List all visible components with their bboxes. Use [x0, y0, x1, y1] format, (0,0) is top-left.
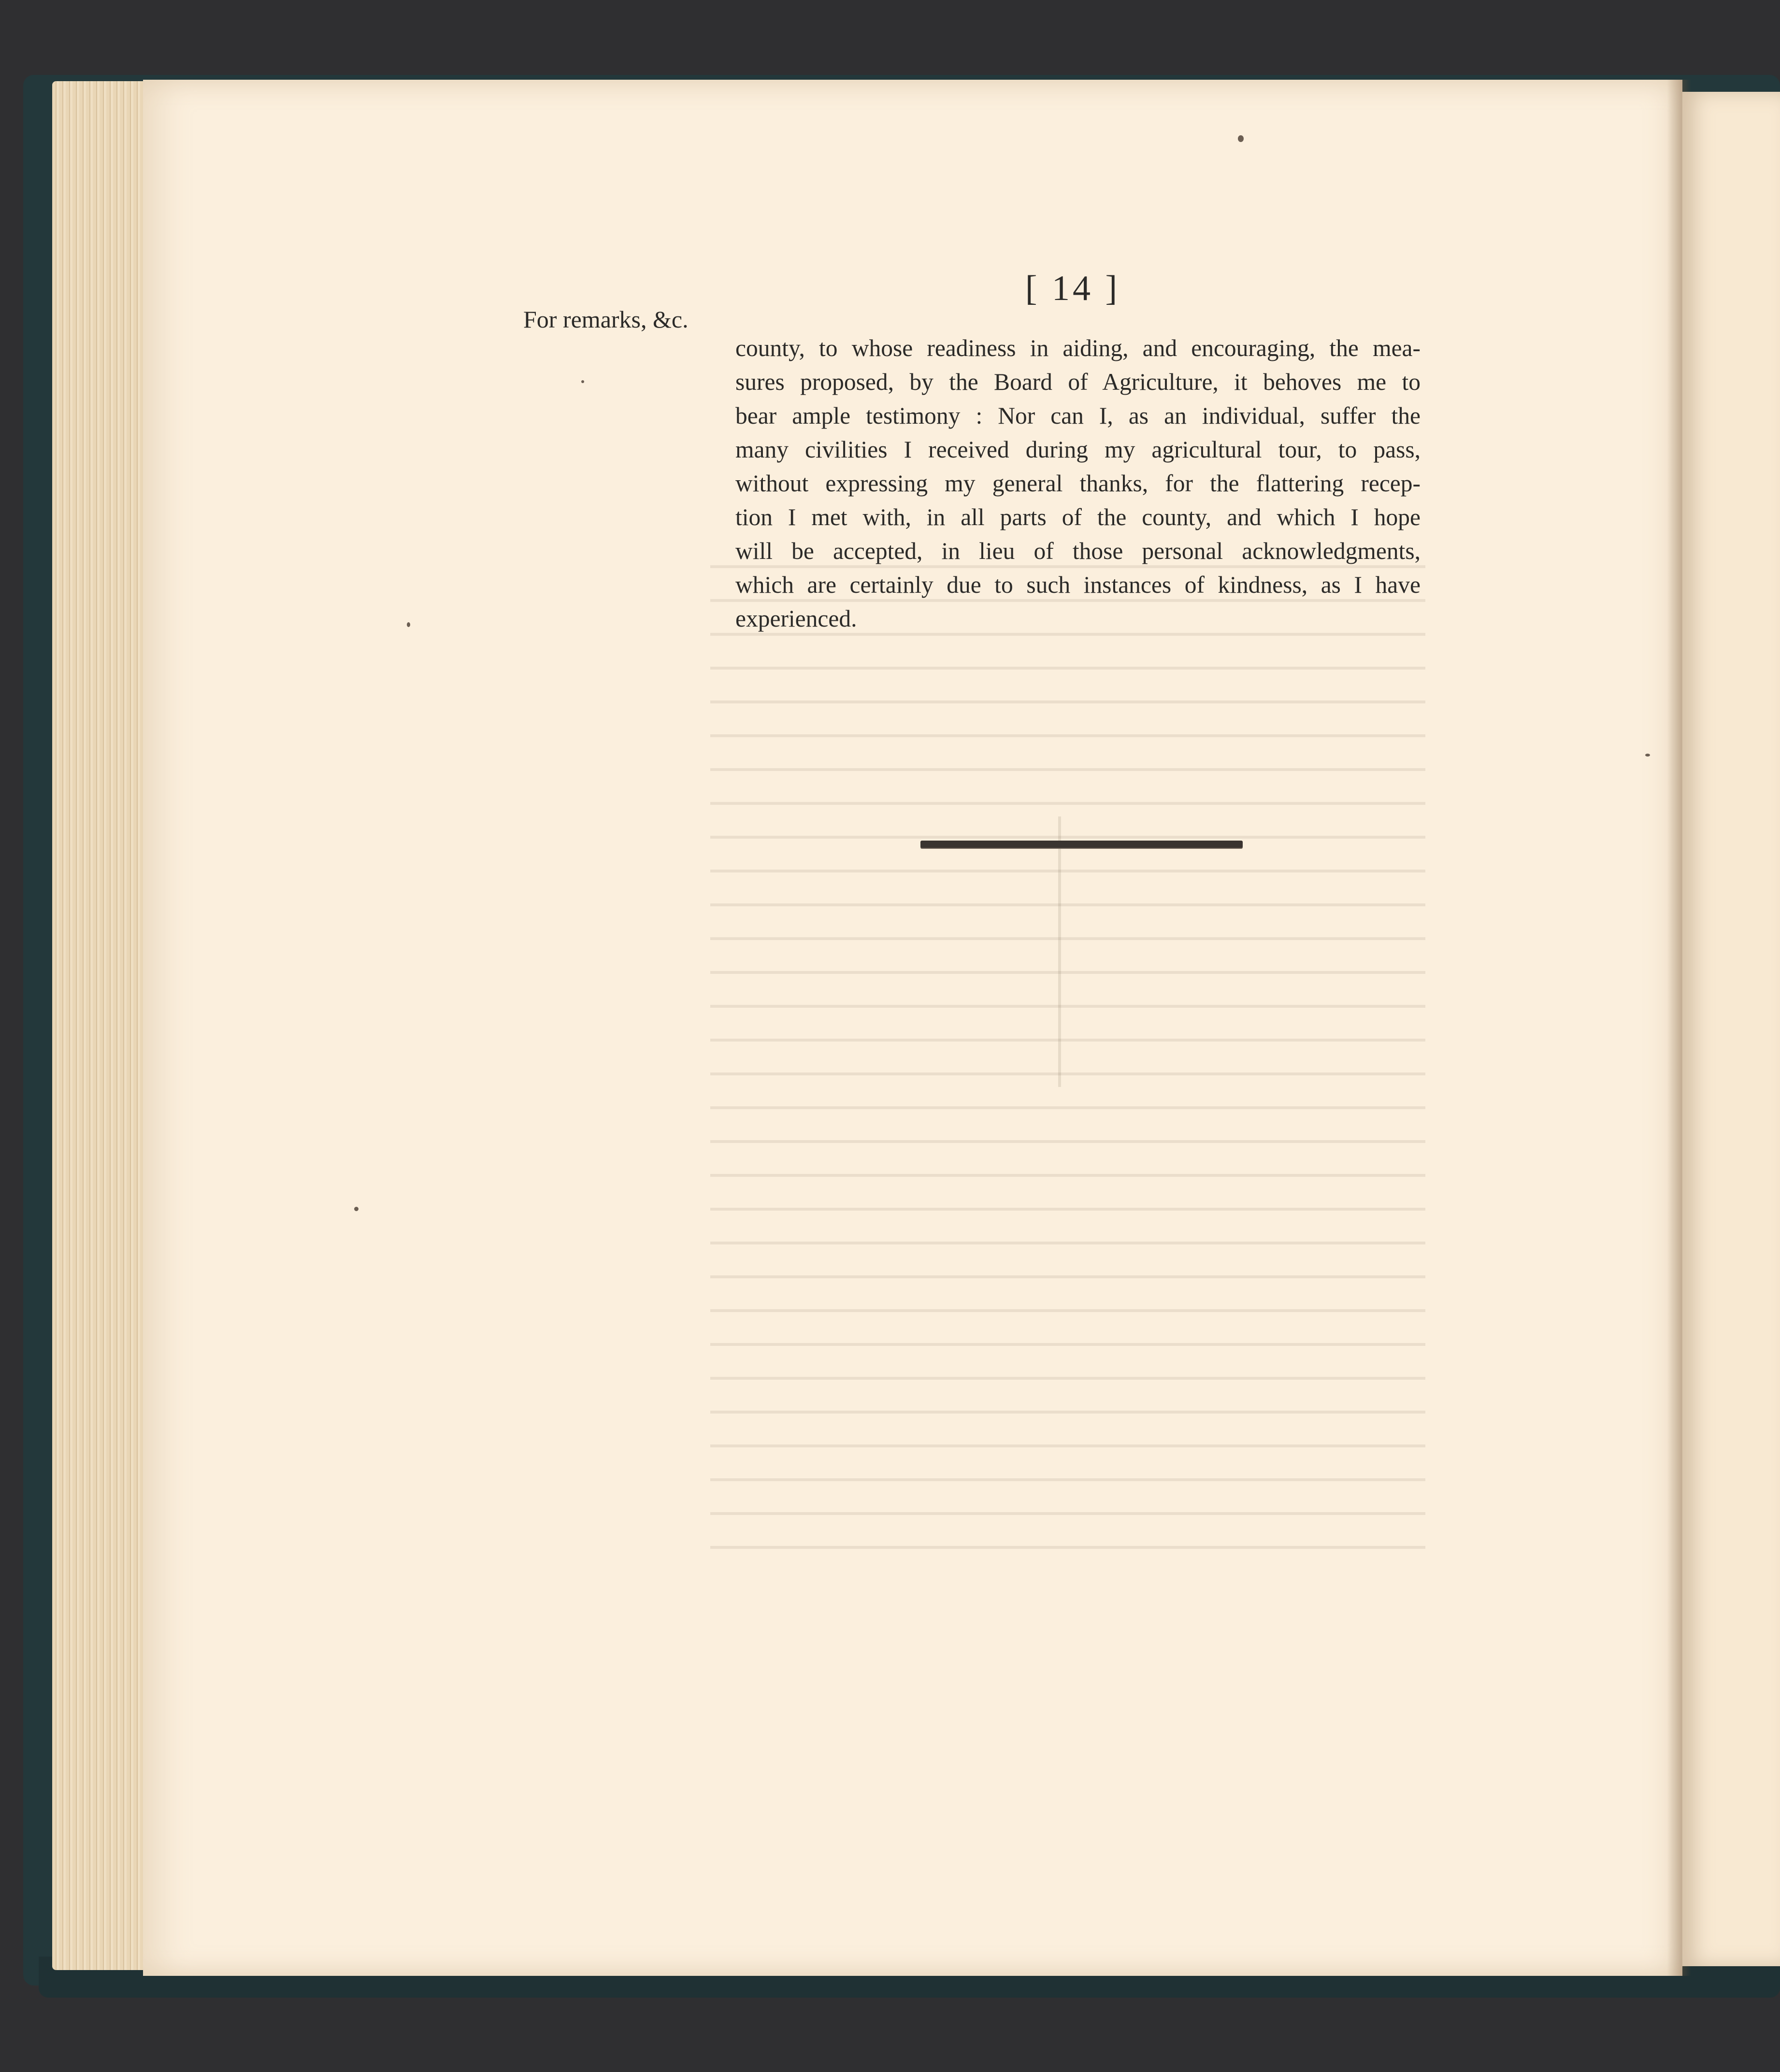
body-paragraph	[735, 331, 1421, 636]
page-edge-stack	[52, 81, 144, 1970]
page-number: [ 14 ]	[1025, 269, 1120, 308]
text-line: which are certainly due to such instances of kindness, as I have	[735, 572, 1421, 598]
paper-speck	[407, 622, 410, 627]
text-line: without expressing my general thanks, for the flattering recep-	[735, 470, 1421, 497]
paper-speck	[354, 1207, 359, 1211]
paper-speck	[1645, 754, 1650, 757]
section-divider-rule	[920, 841, 1243, 848]
paper-speck	[1238, 135, 1244, 142]
text-line: bear ample testimony : Nor can I, as an individual, suffer the	[735, 402, 1421, 429]
margin-note: For remarks, &c.	[523, 306, 689, 333]
text-line: tion I met with, in all parts of the county, and which I hope	[735, 504, 1421, 530]
facing-page	[1682, 92, 1780, 1966]
paper-speck	[581, 380, 584, 383]
text-line: many civilities I received during my agricultural tour, to pass,	[735, 436, 1421, 463]
bleed-through-table	[710, 546, 1425, 1551]
text-line: will be accepted, in lieu of those personal acknowledgments,	[735, 538, 1421, 564]
text-line: sures proposed, by the Board of Agriculture, it behoves me to	[735, 369, 1421, 395]
text-line: county, to whose readiness in aiding, and encouraging, the mea-	[735, 335, 1421, 361]
text-line: experienced.	[735, 605, 857, 632]
bleed-through-rule	[1058, 816, 1061, 1087]
